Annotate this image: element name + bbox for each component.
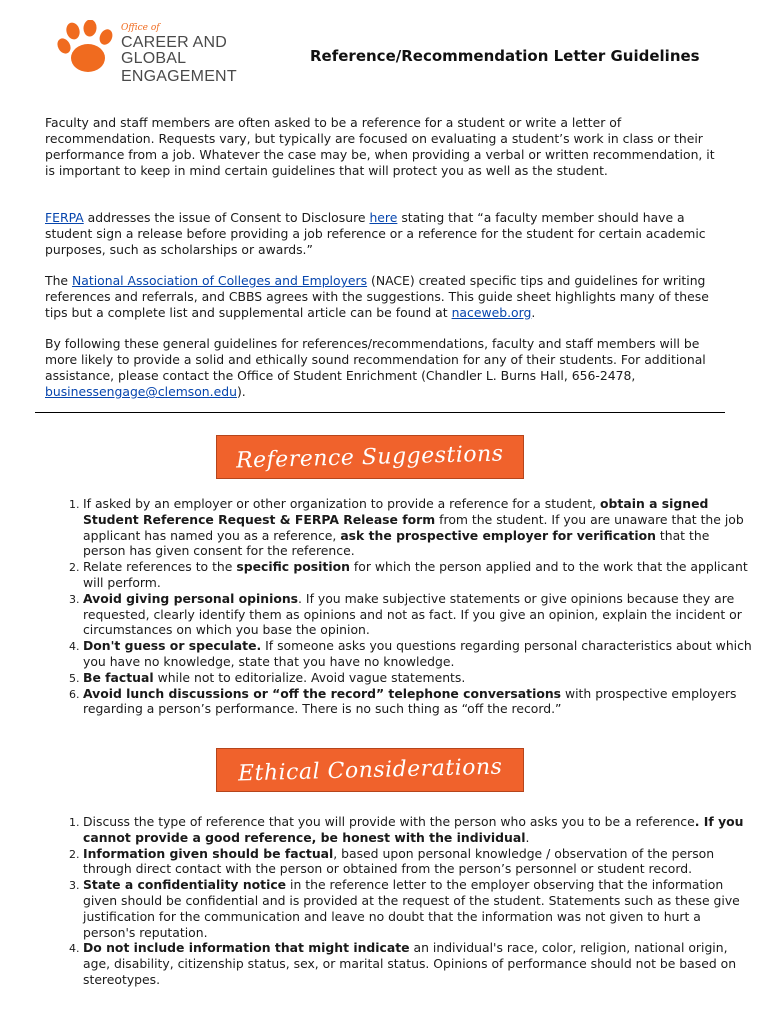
reference-suggestions-list [45, 496, 753, 717]
list-item [83, 686, 753, 718]
item-bold-text: Avoid lunch discussions or “off the record” telephone conversations [83, 685, 562, 701]
intro-paragraph-3 [45, 273, 723, 321]
list-item [83, 877, 753, 940]
item-text: , based upon personal knowledge / observation of the person through direct contact with the person or obtained from the person’s personnel or student record. [83, 845, 715, 877]
item-text: If someone asks you questions regarding personal characteristics about which you have no knowledge, state that you have no knowledge. [83, 638, 752, 669]
item-bold-text: State a confidentiality notice [83, 877, 287, 893]
banner-title: Ethical Considerations [237, 754, 503, 786]
intro-paragraph-1: Faculty and staff members are often asked to be a reference for a student or write a letter of recommendation. Requests vary, but typically are focused on evaluating a student’s work in class or their performance from a job. Whatever the case may be, when providing a verbal or written recommendation, it is important to keep in mind certain guidelines that will protect you as well as the student. [45, 115, 715, 178]
item-text: Relate references to the [83, 559, 237, 575]
reference-suggestions-banner [216, 435, 524, 479]
item-bold-text: Be factual [83, 669, 154, 685]
banner-title: Reference Suggestions [235, 441, 505, 473]
item-text: for which the person applied and to the work that the applicant will perform. [83, 559, 748, 590]
list-item [83, 670, 753, 686]
item-text: Discuss the type of reference that you will provide with the person who asks you to be a reference [83, 814, 695, 829]
list-item [83, 940, 753, 987]
item-bold-text: specific position [236, 559, 350, 575]
item-bold-text: Avoid giving personal opinions [83, 590, 299, 606]
item-text: in the reference letter to the employer observing that the information given should be confidential and is provided at the request of the student. Statements such as these give justification for the communication and leave no doubt that the information was not given to hurt a person's reputation. [83, 877, 740, 940]
list-item [83, 559, 753, 591]
item-bold-text: Information given should be factual [83, 845, 334, 861]
paragraph-text: addresses the issue of Consent to Disclosure [83, 210, 370, 225]
ethical-considerations-list [45, 814, 753, 988]
item-text: that the person has given consent for the reference. [83, 527, 710, 559]
tiger-paw-icon [55, 20, 115, 76]
item-text: while not to editorialize. Avoid vague statements. [153, 669, 466, 685]
logo-line-1: CAREER AND GLOBAL [121, 34, 228, 67]
email-link[interactable]: businessengage@clemson.edu [45, 384, 237, 399]
ferpa-link[interactable]: FERPA [45, 210, 84, 225]
item-bold-text: . If you cannot provide a good reference, be honest with the individual [83, 814, 744, 845]
ethical-considerations-banner [216, 748, 524, 792]
list-item [83, 846, 753, 878]
paragraph-text: The [45, 273, 72, 288]
here-link[interactable]: here [369, 210, 398, 225]
intro-paragraph-4 [45, 336, 723, 400]
item-bold-text: ask the prospective employer for verification [340, 527, 656, 543]
intro-paragraph-2 [45, 210, 723, 258]
list-item [83, 496, 753, 559]
paragraph-text: By following these general guidelines for references/recommendations, faculty and staff members will be more likely to provide a solid and ethically sound recommendation for any of their students. For additional assistance, please contact the Office of Student Enrichment (Chandler L. Burns Hall, 656-2478, [45, 336, 706, 383]
item-bold-text: obtain a signed Student Reference Request & FERPA Release form [83, 496, 709, 527]
list-item [83, 591, 753, 638]
paragraph-text: . [531, 305, 536, 320]
list-item [83, 638, 753, 670]
section-divider [35, 412, 725, 413]
logo-office-text: Office of [121, 23, 160, 33]
page-title: Reference/Recommendation Letter Guidelines [310, 47, 700, 65]
naceweb-link[interactable]: naceweb.org [451, 305, 532, 320]
item-text: from the student. If you are unaware that the job applicant has named you as a reference, [83, 511, 744, 543]
paragraph-text: (NACE) created specific tips and guidelines for writing references and referrals, and CBBS agrees with the suggestions. This guide sheet highlights many of these tips but a complete list and supplemental article can be found at [45, 273, 709, 320]
paragraph-text: ). [236, 384, 246, 399]
nace-link[interactable]: National Association of Colleges and Employers [71, 273, 368, 288]
item-text: with prospective employers regarding a person’s performance. There is no such thing as “off the record.” [83, 685, 737, 717]
item-text: an individual's race, color, religion, national origin, age, disability, citizenship status, sex, or marital status. Opinions of performance should not be based on stereotypes. [83, 940, 737, 987]
item-text: . [525, 829, 530, 845]
item-text: If asked by an employer or other organization to provide a reference for a student, [83, 496, 601, 511]
item-text: . If you make subjective statements or give opinions because they are requested, clearly identify them as opinions and not as fact. If you give an opinion, explain the incident or circumstances on which you base the opinion. [83, 590, 742, 638]
paragraph-text: stating that “a faculty member should have a student sign a release before providing a job reference or a reference for the student for certain academic purposes, such as scholarships or awards.” [45, 210, 706, 257]
logo-line-2: ENGAGEMENT [121, 68, 237, 85]
item-bold-text: Don't guess or speculate. [83, 638, 262, 654]
item-bold-text: Do not include information that might indicate [83, 940, 410, 956]
list-item [83, 814, 753, 846]
